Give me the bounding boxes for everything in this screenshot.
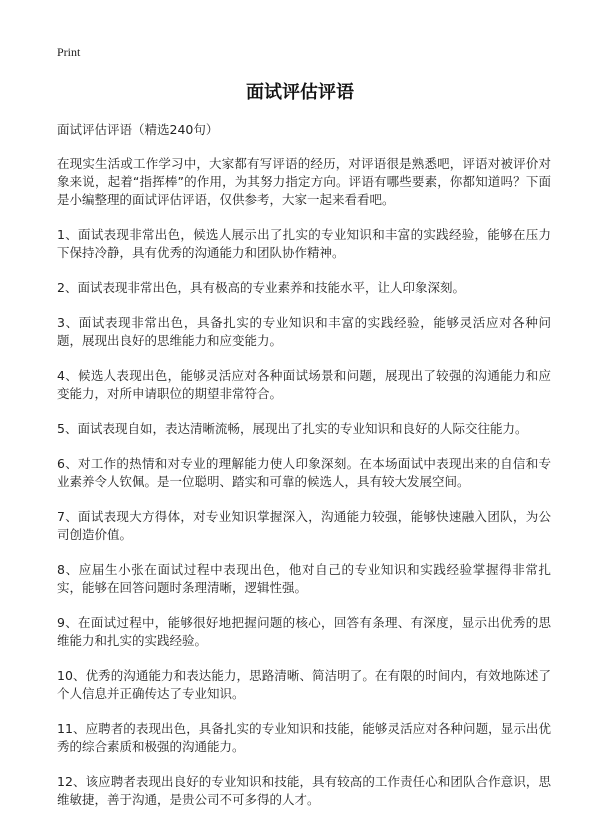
intro-paragraph: 在现实生活或工作学习中，大家都有写评语的经历，对评语很是熟悉吧，评语对被评价对象来说，起着“指挥棒”的作用，为其努力指定方向。评语有哪些要素，你都知道吗？下面是小编整理的面试评估评语，仅供参考，大家一起来看看吧。 [57,156,551,207]
list-item: 4、候选人表现出色，能够灵活应对各种面试场景和问题，展现出了较强的沟通能力和应变能力，对所申请职位的期望非常符合。 [57,368,551,401]
list-item: 11、应聘者的表现出色，具备扎实的专业知识和技能，能够灵活应对各种问题，显示出优秀的综合素质和极强的沟通能力。 [57,721,551,754]
list-item: 12、该应聘者表现出良好的专业知识和技能，具有较高的工作责任心和团队合作意识，思维敏捷，善于沟通，是贵公司不可多得的人才。 [57,774,551,807]
list-item: 8、应届生小张在面试过程中表现出色，他对自己的专业知识和实践经验掌握得非常扎实，能够在回答问题时条理清晰，逻辑性强。 [57,562,551,595]
list-item: 2、面试表现非常出色，具有极高的专业素养和技能水平，让人印象深刻。 [57,280,465,295]
article-subtitle: 面试评估评语（精选240句） [57,122,219,137]
page-title: 面试评估评语 [246,82,354,103]
list-item: 9、在面试过程中，能够很好地把握问题的核心，回答有条理、有深度，显示出优秀的思维能力和扎实的实践经验。 [57,615,551,648]
list-item: 10、优秀的沟通能力和表达能力，思路清晰、简洁明了。在有限的时间内，有效地陈述了个人信息并正确传达了专业知识。 [57,668,551,701]
article-body [57,121,551,826]
list-item: 6、对工作的热情和对专业的理解能力使人印象深刻。在本场面试中表现出来的自信和专业素养令人钦佩。是一位聪明、踏实和可靠的候选人，具有较大发展空间。 [57,456,551,489]
list-item: 5、面试表现自如，表达清晰流畅，展现出了扎实的专业知识和良好的人际交往能力。 [57,421,528,436]
list-item: 3、面试表现非常出色，具备扎实的专业知识和丰富的实践经验，能够灵活应对各种问题，展现出良好的思维能力和应变能力。 [57,315,551,348]
list-item: 1、面试表现非常出色，候选人展示出了扎实的专业知识和丰富的实践经验，能够在压力下保持冷静，具有优秀的沟通能力和团队协作精神。 [57,227,551,260]
print-link[interactable]: Print [57,45,81,59]
list-item: 7、面试表现大方得体，对专业知识掌握深入，沟通能力较强，能够快速融入团队，为公司创造价值。 [57,509,551,542]
